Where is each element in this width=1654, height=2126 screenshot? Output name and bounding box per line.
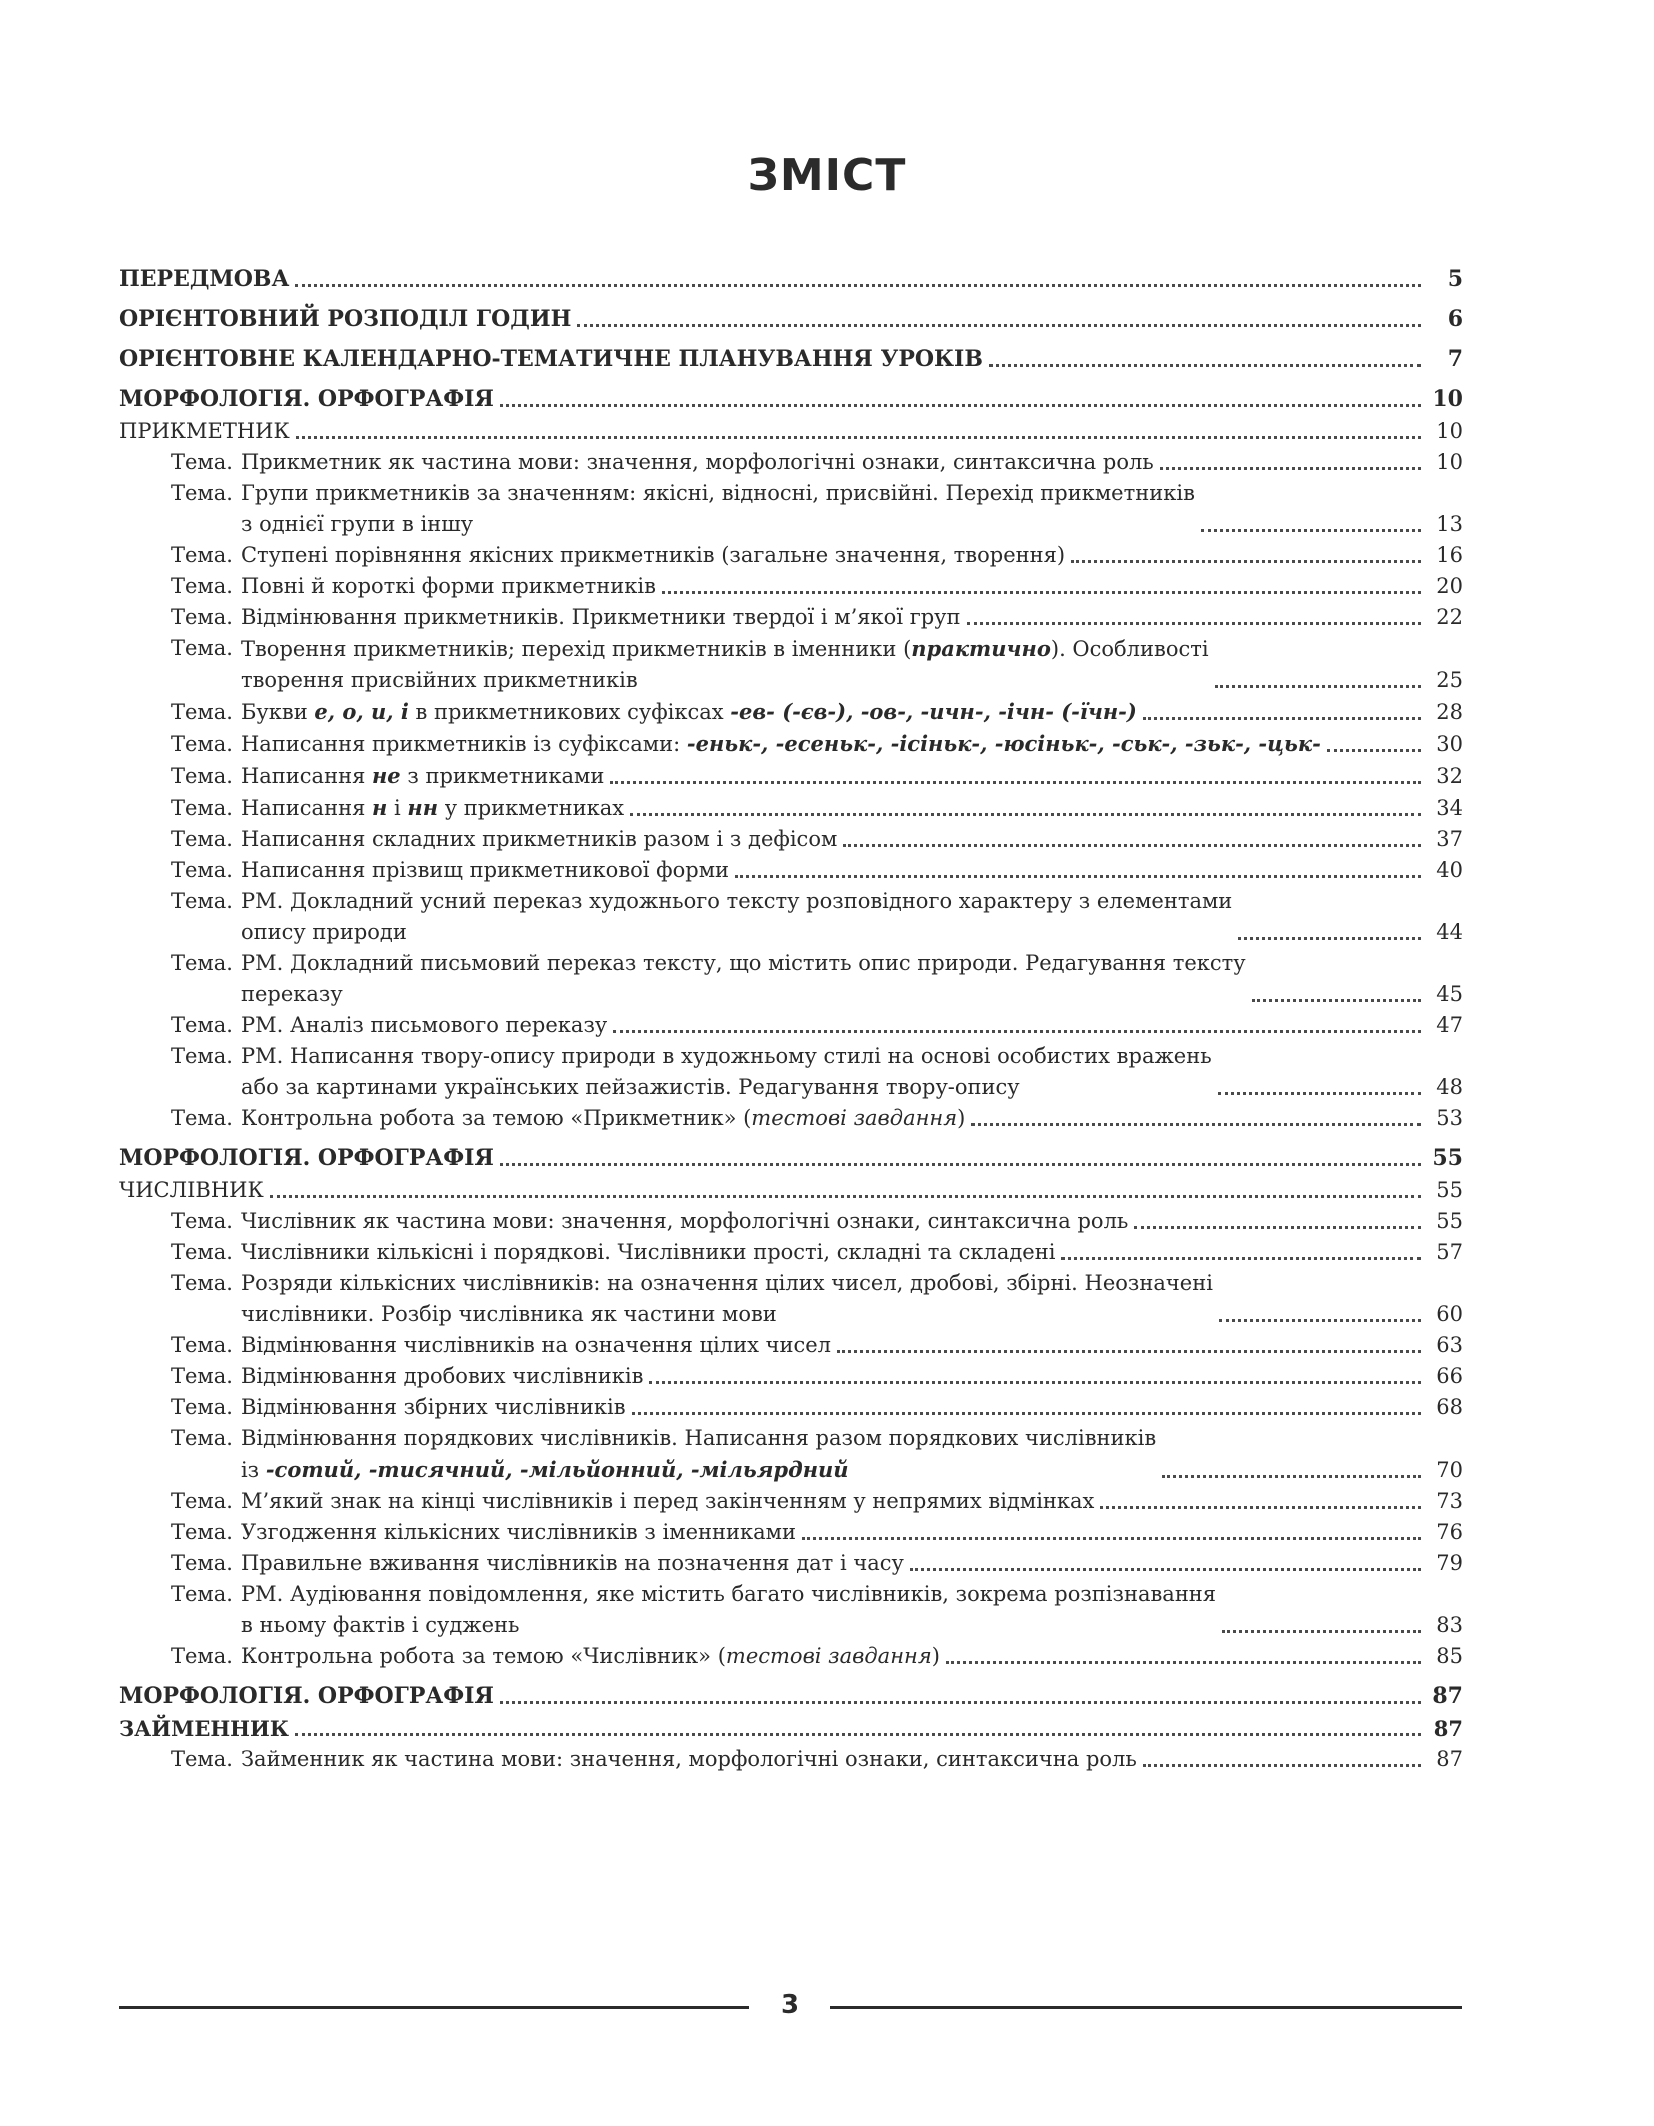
toc-topic[interactable] bbox=[119, 824, 1463, 855]
dot-leader bbox=[1100, 1505, 1421, 1509]
dot-leader bbox=[500, 403, 1421, 407]
toc-topic[interactable] bbox=[119, 1361, 1463, 1392]
dot-leader bbox=[1215, 684, 1421, 688]
topic-title: Займенник як частина мови: значення, морфологічні ознаки, синтаксична роль bbox=[240, 1747, 1137, 1771]
topic-title: РМ. Аналіз письмового переказу bbox=[240, 1013, 608, 1037]
toc-subsection-adjective[interactable] bbox=[119, 416, 1463, 447]
topic-label: Тема. bbox=[171, 481, 233, 505]
dot-leader bbox=[1160, 466, 1421, 470]
toc-topic[interactable] bbox=[119, 1641, 1463, 1672]
dot-leader bbox=[296, 435, 1421, 439]
toc-page-number: 83 bbox=[1436, 1613, 1463, 1637]
dot-leader bbox=[802, 1536, 1421, 1540]
dot-leader bbox=[837, 1349, 1421, 1353]
toc-page-number: 10 bbox=[1436, 419, 1463, 443]
topic-title: Написання прізвищ прикметникової форми bbox=[240, 858, 730, 882]
toc-topic[interactable] bbox=[119, 571, 1463, 602]
topic-label: Тема. bbox=[171, 1426, 233, 1450]
toc-entry-foreword[interactable] bbox=[119, 264, 1463, 295]
dot-leader bbox=[1061, 1256, 1421, 1260]
topic-title: Відмінювання прикметників. Прикметники твердої і м’якої груп bbox=[240, 605, 961, 629]
toc-subsection-numeral[interactable] bbox=[119, 1175, 1463, 1206]
toc-topic[interactable] bbox=[119, 1392, 1463, 1423]
toc-topic[interactable] bbox=[119, 1423, 1463, 1486]
dot-leader bbox=[610, 780, 1421, 784]
topic-title: Написання не з прикметниками bbox=[240, 763, 605, 788]
toc-topic[interactable] bbox=[119, 855, 1463, 886]
toc-page-number: 63 bbox=[1436, 1333, 1463, 1357]
toc-topic[interactable] bbox=[119, 1517, 1463, 1548]
topic-title: Контрольна робота за темою «Числівник» (тестові завдання) bbox=[240, 1644, 940, 1668]
dot-leader bbox=[632, 1411, 1421, 1415]
dot-leader bbox=[1143, 716, 1421, 720]
toc-page-number: 55 bbox=[1436, 1178, 1463, 1202]
toc-page-number: 30 bbox=[1436, 732, 1463, 756]
toc-section-morphology[interactable] bbox=[119, 1681, 1463, 1712]
toc-page-number: 48 bbox=[1436, 1075, 1463, 1099]
topic-title: Прикметник як частина мови: значення, морфологічні ознаки, синтаксична роль bbox=[240, 450, 1154, 474]
toc-topic[interactable] bbox=[119, 478, 1463, 540]
topic-title: РМ. Докладний письмовий переказ тексту, що містить опис природи. Редагування тексту переказу bbox=[240, 951, 1246, 1006]
topic-label: Тема. bbox=[171, 827, 233, 851]
dot-leader bbox=[1134, 1225, 1421, 1229]
toc-page-number: 53 bbox=[1436, 1106, 1463, 1130]
topic-title: Відмінювання порядкових числівників. Написання разом порядкових числівників із -сотий, -тисячний, -мільйонний, -мільярдний bbox=[240, 1426, 1157, 1482]
dot-leader bbox=[1252, 998, 1421, 1002]
topic-label: Тема. bbox=[171, 1013, 233, 1037]
topic-label: Тема. bbox=[171, 858, 233, 882]
toc-entry-title: ЧИСЛІВНИК bbox=[119, 1178, 264, 1202]
toc-topic[interactable] bbox=[119, 1103, 1463, 1134]
toc-page-number: 87 bbox=[1433, 1716, 1463, 1741]
dot-leader bbox=[1238, 936, 1421, 940]
topic-title: РМ. Докладний усний переказ художнього тексту розповідного характеру з елементами опису природи bbox=[240, 889, 1233, 944]
toc-page-number: 20 bbox=[1436, 574, 1463, 598]
dot-leader bbox=[946, 1660, 1421, 1664]
topic-title: РМ. Аудіювання повідомлення, яке містить багато числівників, зокрема розпізнавання в ньому фактів і суджень bbox=[240, 1582, 1217, 1637]
topic-title: Контрольна робота за темою «Прикметник» (тестові завдання) bbox=[240, 1106, 966, 1130]
dot-leader bbox=[1071, 559, 1421, 563]
topic-title: Повні й короткі форми прикметників bbox=[240, 574, 656, 598]
toc-page-number: 32 bbox=[1436, 764, 1463, 788]
topic-label: Тема. bbox=[171, 796, 233, 820]
footer-rule-right bbox=[830, 2006, 1462, 2009]
toc-topic[interactable] bbox=[119, 633, 1463, 696]
toc-page-number: 87 bbox=[1436, 1747, 1463, 1771]
topic-label: Тема. bbox=[171, 1240, 233, 1264]
toc-section-morphology[interactable] bbox=[119, 1143, 1463, 1174]
topic-label: Тема. bbox=[171, 764, 233, 788]
toc-page-number: 16 bbox=[1436, 543, 1463, 567]
dot-leader bbox=[1201, 528, 1421, 532]
topic-label: Тема. bbox=[171, 1271, 233, 1295]
toc-page-number: 22 bbox=[1436, 605, 1463, 629]
toc-entry-title: ОРІЄНТОВНИЙ РОЗПОДІЛ ГОДИН bbox=[119, 306, 572, 332]
toc-page-number: 87 bbox=[1432, 1683, 1463, 1709]
toc-page-number: 73 bbox=[1436, 1489, 1463, 1513]
toc-page-number: 55 bbox=[1432, 1145, 1463, 1171]
dot-leader bbox=[295, 1732, 1421, 1736]
dot-leader bbox=[1327, 748, 1421, 752]
dot-leader bbox=[613, 1029, 1421, 1033]
dot-leader bbox=[1219, 1318, 1421, 1322]
dot-leader bbox=[1218, 1091, 1421, 1095]
topic-title: Написання прикметників із суфіксами: -еньк-, -есеньк-, -ісіньк-, -юсіньк-, -ськ-, -зьк-, -цьк- bbox=[240, 731, 1321, 756]
dot-leader bbox=[967, 621, 1421, 625]
toc-topic[interactable] bbox=[119, 540, 1463, 571]
topic-title: Числівники кількісні і порядкові. Числівники прості, складні та складені bbox=[240, 1240, 1056, 1264]
topic-title: Творення прикметників; перехід прикметників в іменники (практично). Особливості творення присвійних прикметників bbox=[240, 636, 1209, 692]
toc-page-number: 79 bbox=[1436, 1551, 1463, 1575]
toc-entry-title: ОРІЄНТОВНЕ КАЛЕНДАРНО-ТЕМАТИЧНЕ ПЛАНУВАННЯ УРОКІВ bbox=[119, 346, 983, 372]
topic-title: Розряди кількісних числівників: на означення цілих чисел, дробові, збірні. Неозначені числівники. Розбір числівника як частини мови bbox=[240, 1271, 1213, 1326]
topic-label: Тема. bbox=[171, 1106, 233, 1130]
topic-title: Написання складних прикметників разом і з дефісом bbox=[240, 827, 838, 851]
topic-label: Тема. bbox=[171, 1209, 233, 1233]
topic-title: Ступені порівняння якісних прикметників (загальне значення, творення) bbox=[240, 543, 1066, 567]
topic-label: Тема. bbox=[171, 543, 233, 567]
topic-title: РМ. Написання твору-опису природи в художньому стилі на основі особистих вражень або за картинами українських пейзажистів. Редагування твору-опису bbox=[240, 1044, 1212, 1099]
toc-page-number: 85 bbox=[1436, 1644, 1463, 1668]
topic-label: Тема. bbox=[171, 636, 233, 660]
toc-entry-title: ПЕРЕДМОВА bbox=[119, 266, 290, 292]
page-title: ЗМІСТ bbox=[747, 150, 907, 201]
toc-topic[interactable] bbox=[119, 760, 1463, 792]
toc-page-number: 57 bbox=[1436, 1240, 1463, 1264]
toc-section-morphology[interactable] bbox=[119, 384, 1463, 415]
topic-label: Тема. bbox=[171, 605, 233, 629]
toc-topic[interactable] bbox=[119, 1548, 1463, 1579]
dot-leader bbox=[1222, 1629, 1421, 1633]
topic-label: Тема. bbox=[171, 1520, 233, 1544]
dot-leader bbox=[1162, 1474, 1421, 1478]
toc-page-number: 68 bbox=[1436, 1395, 1463, 1419]
toc-page-number: 10 bbox=[1432, 386, 1463, 412]
toc-page-number: 70 bbox=[1436, 1458, 1463, 1482]
toc-page-number: 47 bbox=[1436, 1013, 1463, 1037]
dot-leader bbox=[971, 1122, 1421, 1126]
toc-topic[interactable] bbox=[119, 728, 1463, 760]
toc-page-number: 25 bbox=[1436, 668, 1463, 692]
topic-title: Букви е, о, и, і в прикметникових суфіксах -ев- (-єв-), -ов-, -ичн-, -ічн- (-їчн-) bbox=[240, 699, 1137, 724]
toc-topic[interactable] bbox=[119, 1041, 1463, 1103]
dot-leader bbox=[295, 283, 1421, 287]
topic-title: М’який знак на кінці числівників і перед закінченням у непрямих відмінках bbox=[240, 1489, 1095, 1513]
toc-topic[interactable] bbox=[119, 1206, 1463, 1237]
toc-page-number: 40 bbox=[1436, 858, 1463, 882]
footer-rule-left bbox=[119, 2006, 749, 2009]
topic-label: Тема. bbox=[171, 700, 233, 724]
toc-entry-title: МОРФОЛОГІЯ. ОРФОГРАФІЯ bbox=[119, 386, 494, 412]
dot-leader bbox=[1143, 1763, 1421, 1767]
toc-entry-title: МОРФОЛОГІЯ. ОРФОГРАФІЯ bbox=[119, 1145, 494, 1171]
toc-page-number: 60 bbox=[1436, 1302, 1463, 1326]
toc-topic[interactable] bbox=[119, 1486, 1463, 1517]
toc-page-number: 6 bbox=[1447, 306, 1463, 332]
toc-topic[interactable] bbox=[119, 1237, 1463, 1268]
toc-page-number: 44 bbox=[1436, 920, 1463, 944]
topic-title: Правильне вживання числівників на позначення дат і часу bbox=[240, 1551, 904, 1575]
toc-page-number: 45 bbox=[1436, 982, 1463, 1006]
toc-topic[interactable] bbox=[119, 1744, 1463, 1775]
topic-label: Тема. bbox=[171, 1395, 233, 1419]
topic-label: Тема. bbox=[171, 1747, 233, 1771]
topic-title: Відмінювання числівників на означення цілих чисел bbox=[240, 1333, 832, 1357]
toc-page-number: 37 bbox=[1436, 827, 1463, 851]
topic-label: Тема. bbox=[171, 1044, 233, 1068]
toc-topic[interactable] bbox=[119, 948, 1463, 1010]
toc-page-number: 10 bbox=[1436, 450, 1463, 474]
toc-topic[interactable] bbox=[119, 1330, 1463, 1361]
table-of-contents bbox=[119, 264, 1463, 1775]
toc-topic[interactable] bbox=[119, 1579, 1463, 1641]
dot-leader bbox=[500, 1162, 1421, 1166]
topic-label: Тема. bbox=[171, 450, 233, 474]
toc-page-number: 7 bbox=[1447, 346, 1463, 372]
toc-topic[interactable] bbox=[119, 602, 1463, 633]
toc-page-number: 13 bbox=[1436, 512, 1463, 536]
topic-label: Тема. bbox=[171, 574, 233, 598]
topic-label: Тема. bbox=[171, 889, 233, 913]
topic-label: Тема. bbox=[171, 1364, 233, 1388]
dot-leader bbox=[910, 1567, 1421, 1571]
topic-title: Відмінювання дробових числівників bbox=[240, 1364, 644, 1388]
toc-page-number: 76 bbox=[1436, 1520, 1463, 1544]
dot-leader bbox=[662, 590, 1421, 594]
topic-label: Тема. bbox=[171, 1333, 233, 1357]
topic-title: Узгодження кількісних числівників з іменниками bbox=[240, 1520, 796, 1544]
toc-topic[interactable] bbox=[119, 886, 1463, 948]
toc-topic[interactable] bbox=[119, 792, 1463, 824]
topic-label: Тема. bbox=[171, 1582, 233, 1606]
dot-leader bbox=[735, 874, 1421, 878]
dot-leader bbox=[989, 363, 1421, 367]
toc-entry-title: ЗАЙМЕННИК bbox=[119, 1716, 289, 1741]
toc-page-number: 66 bbox=[1436, 1364, 1463, 1388]
toc-page-number: 55 bbox=[1436, 1209, 1463, 1233]
toc-topic[interactable] bbox=[119, 696, 1463, 728]
topic-label: Тема. bbox=[171, 1551, 233, 1575]
topic-title: Числівник як частина мови: значення, морфологічні ознаки, синтаксична роль bbox=[240, 1209, 1129, 1233]
topic-label: Тема. bbox=[171, 1644, 233, 1668]
dot-leader bbox=[843, 843, 1421, 847]
toc-topic[interactable] bbox=[119, 447, 1463, 478]
toc-subsection-pronoun[interactable] bbox=[119, 1713, 1463, 1744]
toc-topic[interactable] bbox=[119, 1268, 1463, 1330]
toc-page-number: 28 bbox=[1436, 700, 1463, 724]
dot-leader bbox=[270, 1194, 1421, 1198]
dot-leader bbox=[649, 1380, 1421, 1384]
dot-leader bbox=[630, 812, 1421, 816]
topic-label: Тема. bbox=[171, 1489, 233, 1513]
toc-entry-title: ПРИКМЕТНИК bbox=[119, 419, 290, 443]
topic-title: Групи прикметників за значенням: якісні, відносні, присвійні. Перехід прикметників з однієї групи в іншу bbox=[240, 481, 1195, 536]
toc-entry-planning[interactable] bbox=[119, 344, 1463, 375]
page-number: 3 bbox=[780, 1990, 800, 2020]
dot-leader bbox=[500, 1700, 1421, 1704]
topic-title: Написання н і нн у прикметниках bbox=[240, 795, 625, 820]
toc-entry-hours[interactable] bbox=[119, 304, 1463, 335]
topic-label: Тема. bbox=[171, 951, 233, 975]
topic-title: Відмінювання збірних числівників bbox=[240, 1395, 626, 1419]
toc-page-number: 5 bbox=[1447, 266, 1463, 292]
toc-topic[interactable] bbox=[119, 1010, 1463, 1041]
topic-label: Тема. bbox=[171, 732, 233, 756]
dot-leader bbox=[577, 323, 1421, 327]
toc-entry-title: МОРФОЛОГІЯ. ОРФОГРАФІЯ bbox=[119, 1683, 494, 1709]
toc-page-number: 34 bbox=[1436, 796, 1463, 820]
